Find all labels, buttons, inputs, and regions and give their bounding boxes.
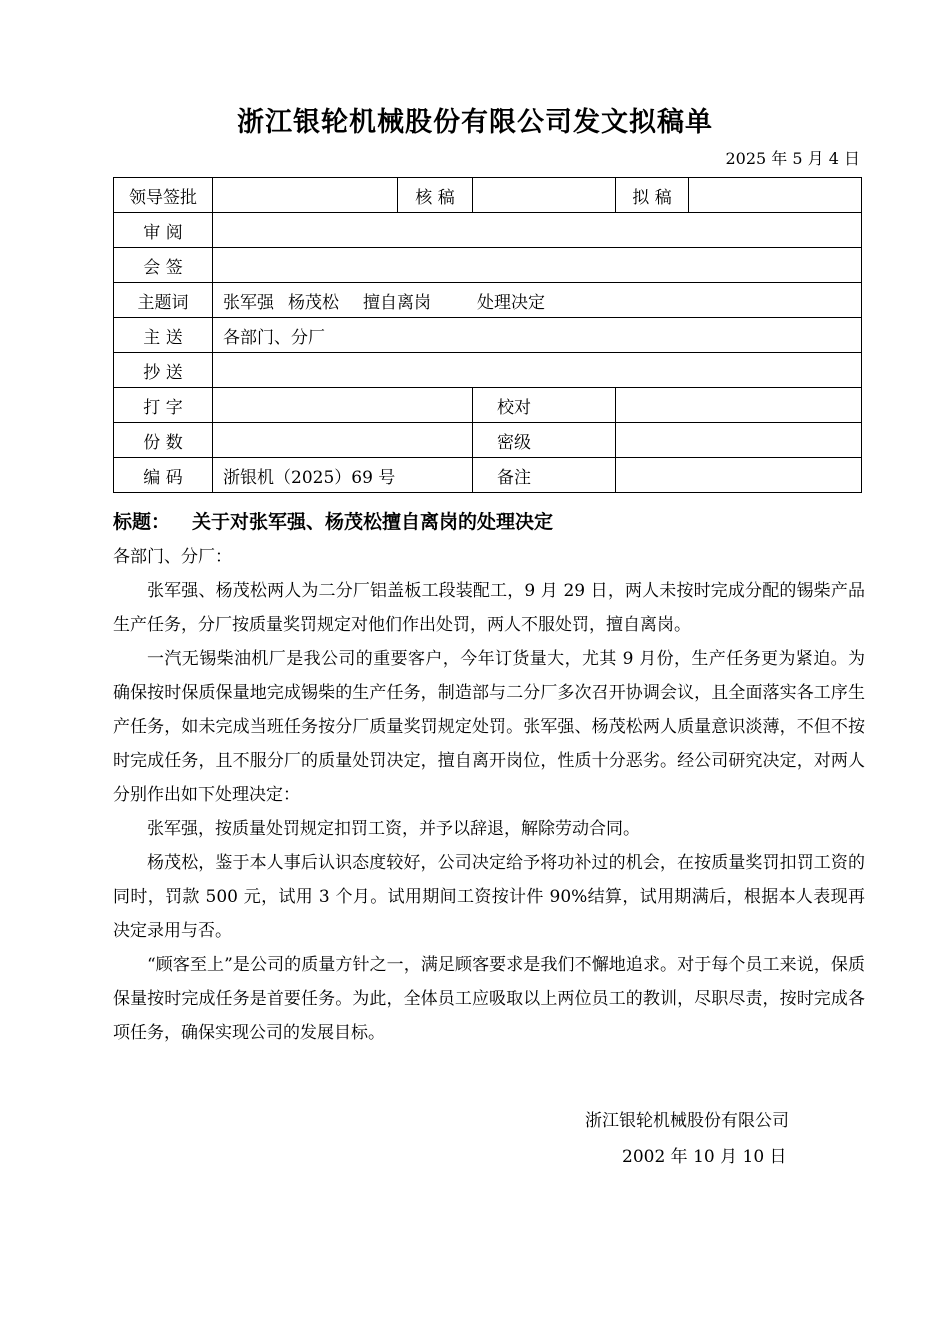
leader-signature-field[interactable] [213,178,398,213]
secrecy-label: 密级 [473,423,616,458]
to-field[interactable]: 各部门、分厂 [213,318,862,353]
remarks-label: 备注 [473,458,616,493]
copies-label: 份 数 [114,423,213,458]
countersign-field[interactable] [213,248,862,283]
row-subject [114,283,862,318]
subject-word: 杨茂松 [288,292,339,313]
page-title: 浙江银轮机械股份有限公司发文拟稿单 [237,107,713,138]
row-leader [114,178,862,213]
subject-word: 处理决定 [477,292,545,313]
cc-field[interactable] [213,353,862,388]
body-paragraph: 一汽无锡柴油机厂是我公司的重要客户，今年订货量大，尤其 9 月份，生产任务更为紧迫。为确保按时保质保量地完成锡柴的生产任务，制造部与二分厂多次召开协调会议，且全面落实各工序生产任务，如未完成当班任务按分厂质量奖罚规定处罚。张军强、杨茂松两人质量意识淡薄，不但不按时完成任务，且不服分厂的质量处罚决定，擅自离开岗位，性质十分恶劣。经公司研究决定，对两人分别作出如下处理决定： [113,649,865,805]
row-to [114,318,862,353]
review-field[interactable] [213,213,862,248]
review-label: 审 阅 [114,213,213,248]
row-typing [114,388,862,423]
draft-form [113,177,862,493]
row-countersign [114,248,862,283]
body-paragraph: 张军强，按质量处罚规定扣罚工资，并予以辞退，解除劳动合同。 [147,819,640,839]
code-field[interactable]: 浙银机（2025）69 号 [213,458,473,493]
document-heading [113,507,553,534]
to-label: 主 送 [114,318,213,353]
proofread-field[interactable] [616,388,862,423]
subject-word: 擅自离岗 [363,292,431,313]
secrecy-field[interactable] [616,423,862,458]
draft-label: 拟 稿 [616,178,689,213]
draft-date: 2025 年 5 月 4 日 [725,149,860,168]
verify-field[interactable] [473,178,616,213]
subject-word: 张军强 [223,292,274,313]
signer-company: 浙江银轮机械股份有限公司 [585,1111,789,1131]
heading-lead: 标题： [113,511,171,533]
body-paragraph: “顾客至上”是公司的质量方针之一，满足顾客要求是我们不懈地追求。对于每个员工来说，保质保量按时完成任务是首要任务。为此，全体员工应吸取以上两位员工的教训，尽职尽责，按时完成各项任务，确保实现公司的发展目标。 [113,955,865,1043]
heading-text: 关于对张军强、杨茂松擅自离岗的处理决定 [192,511,554,533]
leader-label: 领导签批 [114,178,213,213]
subject-field[interactable] [213,283,862,318]
cc-label: 抄 送 [114,353,213,388]
salutation: 各部门、分厂： [113,547,232,567]
document-body [113,540,865,1050]
row-code [114,458,862,493]
row-cc [114,353,862,388]
sign-date: 2002 年 10 月 10 日 [622,1147,787,1167]
remarks-field[interactable] [616,458,862,493]
row-review [114,213,862,248]
body-paragraph: 张军强、杨茂松两人为二分厂铝盖板工段装配工，9 月 29 日，两人未按时完成分配的锡柴产品生产任务，分厂按质量奖罚规定对他们作出处罚，两人不服处罚，擅自离岗。 [113,581,865,635]
typing-label: 打 字 [114,388,213,423]
code-label: 编 码 [114,458,213,493]
copies-field[interactable] [213,423,473,458]
subject-label: 主题词 [114,283,213,318]
row-copies [114,423,862,458]
proofread-label: 校对 [473,388,616,423]
typing-field[interactable] [213,388,473,423]
countersign-label: 会 签 [114,248,213,283]
draft-field[interactable] [689,178,862,213]
verify-label: 核 稿 [398,178,473,213]
body-paragraph: 杨茂松，鉴于本人事后认识态度较好，公司决定给予将功补过的机会，在按质量奖罚扣罚工资的同时，罚款 500 元，试用 3 个月。试用期间工资按计件 90%结算，试用期满后，根据本人表现再决定录用与否。 [113,853,865,941]
